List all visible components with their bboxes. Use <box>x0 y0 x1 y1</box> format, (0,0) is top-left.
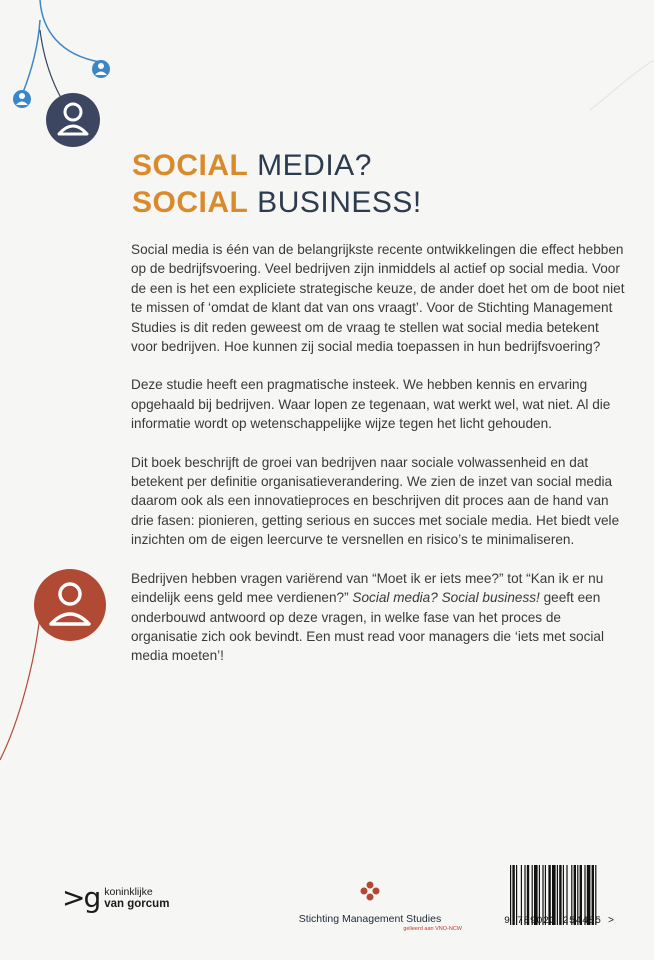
connector-line <box>22 20 40 95</box>
publisher-mark: >g <box>62 881 100 914</box>
publisher-logo <box>62 880 169 916</box>
title-line-2 <box>132 184 612 221</box>
publisher-name <box>104 886 169 910</box>
title-rest: BUSINESS! <box>248 186 422 219</box>
title-accent: SOCIAL <box>132 186 249 219</box>
user-icon <box>46 93 100 147</box>
user-icon <box>34 569 106 641</box>
sms-logo <box>270 880 470 932</box>
blurb-text: Bedrijven hebben vragen variërend van “Moet ik er iets mee?” tot “Kan ik er nu eindelijk eens geld mee verdienen?” <box>131 570 604 606</box>
blurb <box>131 240 627 685</box>
blurb-title-italic: Social media? Social business! <box>352 590 540 606</box>
sms-emblem-icon <box>359 880 381 902</box>
sms-name: Stichting Management Studies <box>298 913 442 925</box>
connector-line <box>0 615 40 760</box>
sms-tagline: gelieerd aan VNO-NCW <box>403 926 462 932</box>
blurb-paragraph: Dit boek beschrijft de groei van bedrijven naar sociale volwassenheid en dat betekent per definitie organisatieverandering. We zien de inzet van social media daarom ook als een innovatieproces en beschrijven dit proces aan de hand van drie fasen: pionieren, getting serious en succes met sociale media. Het biedt vele inzichten om de eigen leercurve te versnellen en risico’s te minimaliseren. <box>131 454 620 548</box>
title-rest: MEDIA? <box>248 149 372 182</box>
title-line-1 <box>132 147 612 184</box>
book-title <box>132 147 612 221</box>
blurb-paragraph: Deze studie heeft een pragmatische insteek. We hebben kennis en ervaring opgehaald bij bedrijven. Waar lopen ze tegenaan, wat werkt wel, wat niet. Al die informatie wordt op wetenschappelijke wijze tegen het licht gehouden. <box>131 377 611 432</box>
publisher-line-1: koninklijke <box>104 886 153 898</box>
blurb-paragraph: Social media is één van de belangrijkste recente ontwikkelingen die effect hebben op de bedrijfsvoering. Veel bedrijven zijn inmiddels al actief op social media. Voor de een is het een expliciete strategische keuze, de ander doet het om de boot niet te missen of ‘omdat de klant dat van ons vraagt’. Voor de Stichting Management Studies is dit reden geweest om de vraag te stellen wat social media betekent voor bedrijven. Hoe kunnen zij social media toepassen in hun bedrijfsvoering? <box>131 242 625 355</box>
barcode-number: 9 789023 254485 > <box>504 916 615 927</box>
publisher-line-2: van gorcum <box>104 898 170 910</box>
blurb-paragraph <box>131 569 627 666</box>
blurb-text: geeft een onderbouwd antwoord op deze vragen, in welke fase van het proces de organisatie zich ook bevindt. Een must read voor managers die ‘iets met social media moeten’! <box>131 590 605 664</box>
title-accent: SOCIAL <box>132 149 249 182</box>
user-icon <box>13 90 31 108</box>
user-icon <box>92 60 110 78</box>
connector-line <box>40 0 100 62</box>
